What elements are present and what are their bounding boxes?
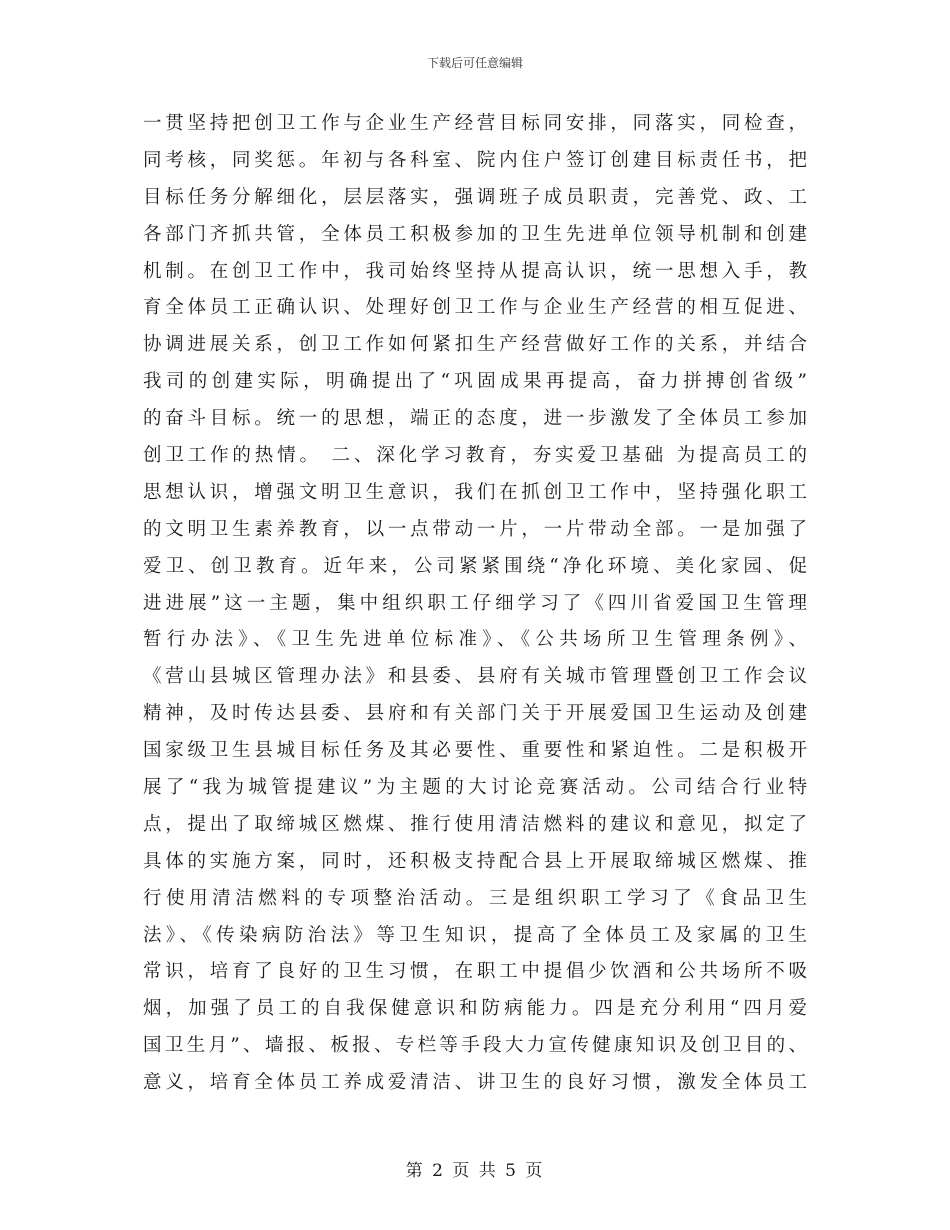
text-line: 暂行办法》、《卫生先进单位标准》、《公共场所卫生管理条例》、 <box>143 629 807 651</box>
document-body <box>143 106 807 1102</box>
text-line: 爱卫、创卫教育。近年来，公司紧紧围绕“净化环境、美化家园、促 <box>143 555 807 577</box>
text-line: 国家级卫生县城目标任务及其必要性、重要性和紧迫性。二是积极开 <box>143 740 807 762</box>
text-line: 国卫生月”、墙报、板报、专栏等手段大力宣传健康知识及创卫目的、 <box>143 1035 807 1057</box>
text-line: 各部门齐抓共管，全体员工积极参加的卫生先进单位领导机制和创建 <box>143 223 807 245</box>
text-line: 具体的实施方案，同时，还积极支持配合县上开展取缔城区燃煤、推 <box>143 850 807 872</box>
text-line: 常识，培育了良好的卫生习惯，在职工中提倡少饮酒和公共场所不吸 <box>143 961 807 983</box>
text-line: 协调进展关系，创卫工作如何紧扣生产经营做好工作的关系，并结合 <box>143 334 807 356</box>
page-header: 下载后可任意编辑 <box>426 56 523 70</box>
text-line: 我司的创建实际，明确提出了“巩固成果再提高，奋力拼搏创省级” <box>143 371 807 393</box>
text-line: 法》、《传染病防治法》等卫生知识，提高了全体员工及家属的卫生 <box>143 924 807 946</box>
page-number: 第 2 页 共 5 页 <box>405 1161 545 1181</box>
text-line: 《营山县城区管理办法》和县委、县府有关城市管理暨创卫工作会议 <box>143 666 807 688</box>
text-line: 创卫工作的热情。 二、深化学习教育，夯实爱卫基础 为提高员工的 <box>143 445 807 467</box>
text-line: 育全体员工正确认识、处理好创卫工作与企业生产经营的相互促进、 <box>143 297 807 319</box>
text-line: 行使用清洁燃料的专项整治活动。三是组织职工学习了《食品卫生 <box>143 887 807 909</box>
text-line: 目标任务分解细化，层层落实，强调班子成员职责，完善党、政、工 <box>143 186 807 208</box>
text-line: 精神，及时传达县委、县府和有关部门关于开展爱国卫生运动及创建 <box>143 703 807 725</box>
text-line: 烟，加强了员工的自我保健意识和防病能力。四是充分利用“四月爱 <box>143 998 807 1020</box>
text-line: 机制。在创卫工作中，我司始终坚持从提高认识，统一思想入手，教 <box>143 260 807 282</box>
text-line: 的奋斗目标。统一的思想，端正的态度，进一步激发了全体员工参加 <box>143 408 807 430</box>
text-line: 的文明卫生素养教育，以一点带动一片，一片带动全部。一是加强了 <box>143 518 807 540</box>
text-line: 同考核，同奖惩。年初与各科室、院内住户签订创建目标责任书，把 <box>143 149 807 171</box>
text-line: 思想认识，增强文明卫生意识，我们在抓创卫工作中，坚持强化职工 <box>143 481 807 503</box>
text-line: 意义，培育全体员工养成爱清洁、讲卫生的良好习惯，激发全体员工 <box>143 1072 807 1094</box>
text-line: 一贯坚持把创卫工作与企业生产经营目标同安排，同落实，同检查， <box>143 113 807 134</box>
text-line: 进进展”这一主题，集中组织职工仔细学习了《四川省爱国卫生管理 <box>143 592 807 614</box>
text-line: 点，提出了取缔城区燃煤、推行使用清洁燃料的建议和意见，拟定了 <box>143 813 807 835</box>
text-line: 展了“我为城管提建议”为主题的大讨论竞赛活动。公司结合行业特 <box>143 777 807 799</box>
